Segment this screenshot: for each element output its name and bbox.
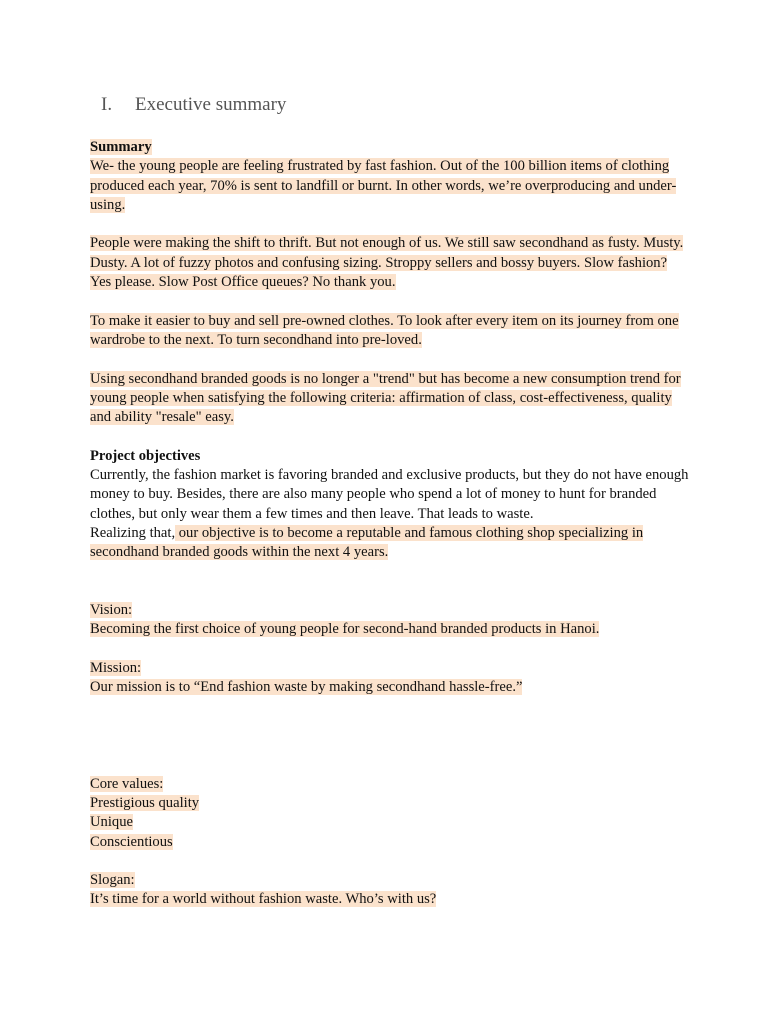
core-value-item	[90, 833, 690, 852]
summary-paragraph-4	[90, 370, 690, 428]
core-value-item	[90, 794, 690, 813]
summary-label: Summary	[90, 139, 152, 155]
summary-text-3: To make it easier to buy and sell pre-owned clothes. To look after every item on its journey from one wardrobe to the next. To turn secondhand into pre-loved.	[90, 312, 679, 348]
vision-text: Becoming the first choice of young people for second-hand branded products in Hanoi.	[90, 621, 600, 638]
summary-text-2: People were making the shift to thrift. But not enough of us. We still saw secondhand as fusty. Musty. Dusty. A lot of fuzzy photos and confusing sizing. Stroppy sellers and bossy buyers. Slow fashion? Yes please. Slow Post Office queues? No thank you.	[90, 235, 684, 291]
core-values-heading	[90, 775, 690, 794]
objectives-text-1: Currently, the fashion market is favoring branded and exclusive products, but they do not have enough money to buy. Besides, there are also many people who spend a lot of money to hunt for branded clothes, but only wear them a few times and then leave. That leads to waste.	[90, 467, 689, 522]
summary-text-1: We- the young people are feeling frustrated by fast fashion. Out of the 100 billion items of clothing produced each year, 70% is sent to landfill or burnt. In other words, we’re overproducing and under-using.	[90, 158, 677, 213]
vision-label: Vision:	[90, 602, 133, 619]
mission-paragraph	[90, 678, 690, 697]
core-value-text: Unique	[90, 814, 133, 831]
slogan-text: It’s time for a world without fashion waste. Who’s with us?	[90, 891, 437, 908]
section-title: Executive summary	[135, 94, 287, 115]
objectives-lead: Realizing that,	[90, 524, 176, 541]
slogan-label: Slogan:	[90, 872, 135, 889]
section-number: I.	[101, 94, 113, 115]
objectives-label: Project objectives	[90, 447, 201, 464]
objectives-heading	[90, 447, 690, 466]
vision-heading	[90, 601, 690, 620]
core-value-text: Prestigious quality	[90, 794, 200, 811]
objectives-paragraph-2	[90, 524, 690, 563]
core-value-text: Conscientious	[90, 833, 173, 850]
objectives-paragraph-1	[90, 466, 690, 524]
mission-label: Mission:	[90, 660, 142, 677]
summary-heading	[90, 138, 690, 157]
mission-heading	[90, 659, 690, 678]
core-values-label: Core values:	[90, 775, 164, 792]
mission-text: Our mission is to “End fashion waste by making secondhand hassle-free.”	[90, 679, 523, 696]
summary-paragraph-1	[90, 157, 690, 215]
slogan-paragraph	[90, 890, 690, 909]
summary-paragraph-3	[90, 312, 690, 351]
core-value-item	[90, 813, 690, 832]
summary-text-4: Using secondhand branded goods is no longer a "trend" but has become a new consumption trend for young people when satisfying the following criteria: affirmation of class, cost-effectiveness, quality and ability "resale" easy.	[90, 370, 681, 426]
objectives-highlight: our objective is to become a reputable and famous clothing shop specializing in secondhand branded goods within the next 4 years.	[90, 524, 644, 561]
summary-paragraph-2	[90, 234, 690, 292]
document-body	[90, 138, 690, 910]
slogan-heading	[90, 871, 690, 890]
vision-paragraph	[90, 620, 690, 639]
section-heading	[101, 93, 286, 117]
